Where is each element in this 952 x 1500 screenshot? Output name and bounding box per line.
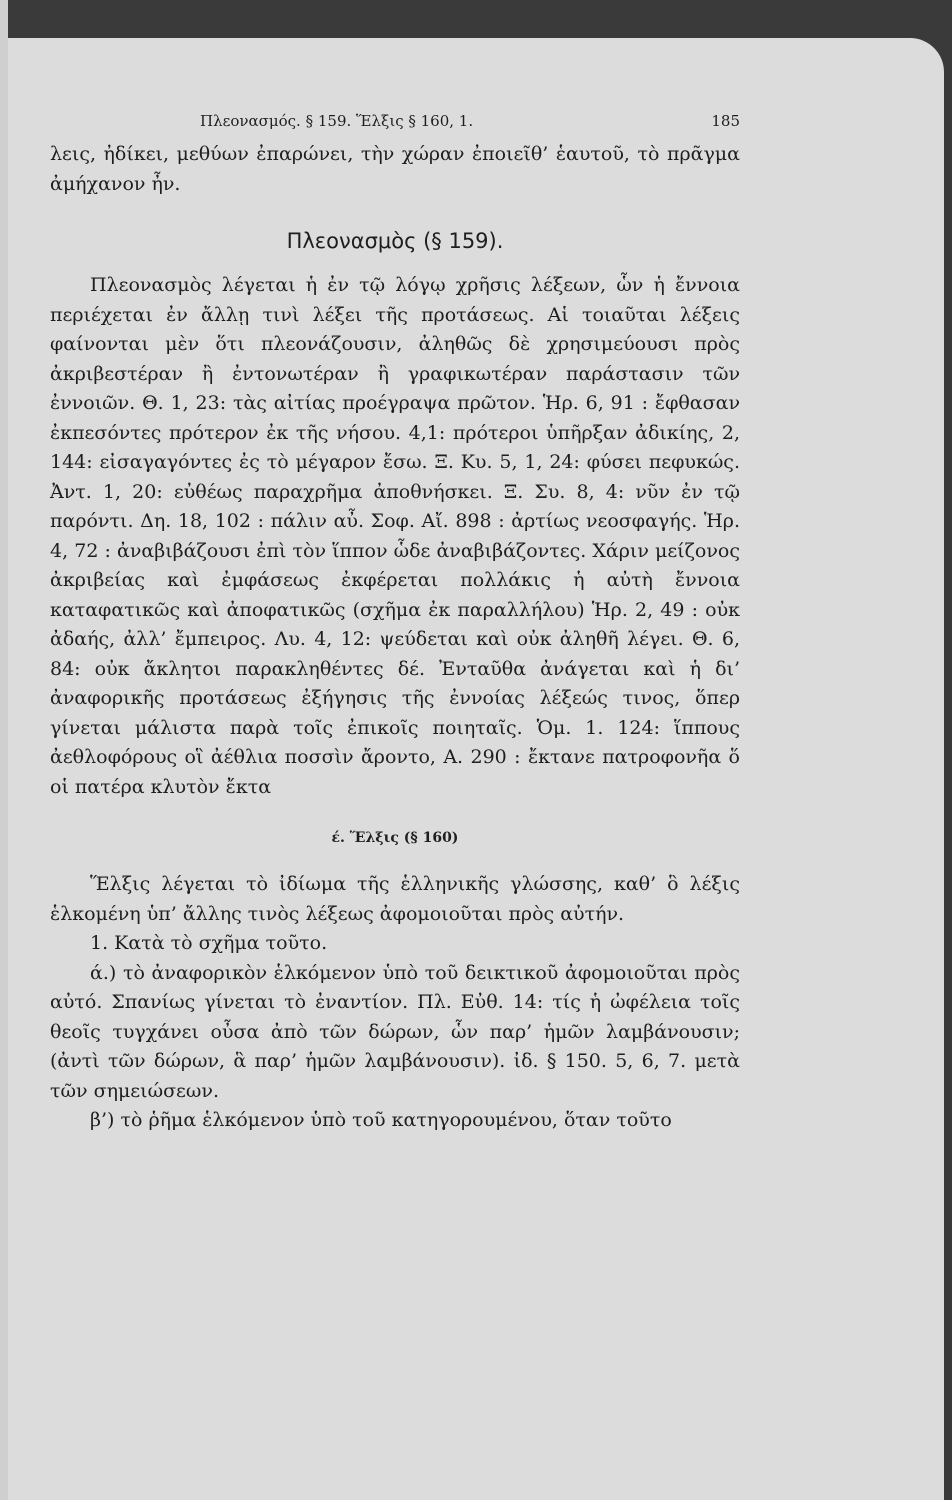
item-a: ά.) τὸ ἀναφορικὸν ἑλκόμενον ὑπὸ τοῦ δεικτικοῦ ἀφομοιοῦται πρὸς αὐτό. Σπανίως γίνεται τὸ ἐναντίον. Πλ. Εὐθ. 14: τίς ἡ ὠφέλεια τοῖς θεοῖς τυγχάνει οὖσα ἀπὸ τῶν δώρων, ὧν παρ’ ἡμῶν λαμβάνουσιν; (ἀντὶ τῶν δώρων, ἃ παρ’ ἡμῶν λαμβάνουσιν). ἰδ. § 150. 5, 6, 7. μετὰ τῶν σημειώσεων. — [50, 961, 740, 1102]
page-content — [50, 112, 740, 1136]
item-b: β’) τὸ ῥῆμα ἑλκόμενον ὑπὸ τοῦ κατηγορουμένου, ὅταν τοῦτο — [90, 1109, 672, 1131]
section-paragraph: Πλεονασμὸς λέγεται ἡ ἐν τῷ λόγῳ χρῆσις λέξεων, ὧν ἡ ἔννοια περιέχεται ἐν ἄλλῃ τινὶ λέξει τῆς προτάσεως. Αἱ τοιαῦται λέξεις φαίνονται μὲν ὅτι πλεονάζουσιν, ἀληθῶς δὲ χρησιμεύουσι πρὸς ἀκριβεστέραν ἢ ἐντονωτέραν ἢ γραφικωτέραν παράστασιν τῶν ἐννοιῶν. Θ. 1, 23: τὰς αἰτίας προέγραψα πρῶτον. Ἡρ. 6, 91 : ἔφθασαν ἐκπεσόντες πρότερον ἐκ τῆς νήσου. 4,1: πρότεροι ὑπῆρξαν ἀδικίης, 2, 144: εἰσαγαγόντες ἐς τὸ μέγαρον ἔσω. Ξ. Κυ. 5, 1, 24: φύσει πεφυκώς. Ἀντ. 1, 20: εὐθέως παραχρῆμα ἀποθνήσκει. Ξ. Συ. 8, 4: νῦν ἐν τῷ παρόντι. Δη. 18, 102 : πάλιν αὖ. Σοφ. Αἴ. 898 : ἀρτίως νεοσφαγής. Ἡρ. 4, 72 : ἀναβιβάζουσι ἐπὶ τὸν ἵππον ὧδε ἀναβιβάζοντες. Χάριν μείζονος ἀκριβείας καὶ ἐμφάσεως ἐκφέρεται πολλάκις ἡ αὐτὴ ἔννοια καταφατικῶς καὶ ἀποφατικῶς (σχῆμα ἐκ παραλλήλου) Ἡρ. 2, 49 : οὐκ ἀδαής, ἀλλ’ ἔμπειρος. Λυ. 4, 12: ψεύδεται καὶ οὐκ ἀληθῆ λέγει. Θ. 6, 84: οὐκ ἄκλητοι παρακληθέντες δέ. Ἐνταῦθα ἀνάγεται καὶ ἡ δι’ ἀναφορικῆς προτάσεως ἐξήγησις τῆς ἐννοίας λέξεώς τινος, ὅπερ γίνεται μάλιστα παρὰ τοῖς ἐπικοῖς ποιηταῖς. Ὁμ. 1. 124: ἵππους ἀεθλοφόρους οἳ ἀέθλια ποσσὶν ἄροντο, Α. 290 : ἔκτανε πατροφονῆα ὅ οἱ πατέρα κλυτὸν ἔκτα — [50, 274, 740, 798]
intro-text: λεις, ἠδίκει, μεθύων ἐπαρώνει, τὴν χώραν ἐποιεῖθ’ ἑαυτοῦ, τὸ πρᾶγμα ἀμήχανον ἦν. — [50, 143, 740, 195]
subsection-title: έ. Ἕλξις (§ 160) — [331, 830, 459, 846]
section-title: Πλεονασμὸς (§ 159). — [286, 229, 504, 253]
running-title: Πλεονασμός. § 159. Ἕλξις § 160, 1. — [200, 112, 474, 130]
page-number: 185 — [711, 112, 740, 130]
item-1: 1. Κατὰ τὸ σχῆμα τοῦτο. — [90, 932, 328, 954]
page-left-edge — [0, 0, 8, 1500]
subsection-paragraph: Ἕλξις λέγεται τὸ ἰδίωμα τῆς ἑλληνικῆς γλώσσης, καθ’ ὃ λέξις ἑλκομένη ὑπ’ ἄλλης τινὸς λέξεως ἀφομοιοῦται πρὸς αὐτήν. — [50, 873, 740, 925]
running-head — [50, 112, 740, 140]
